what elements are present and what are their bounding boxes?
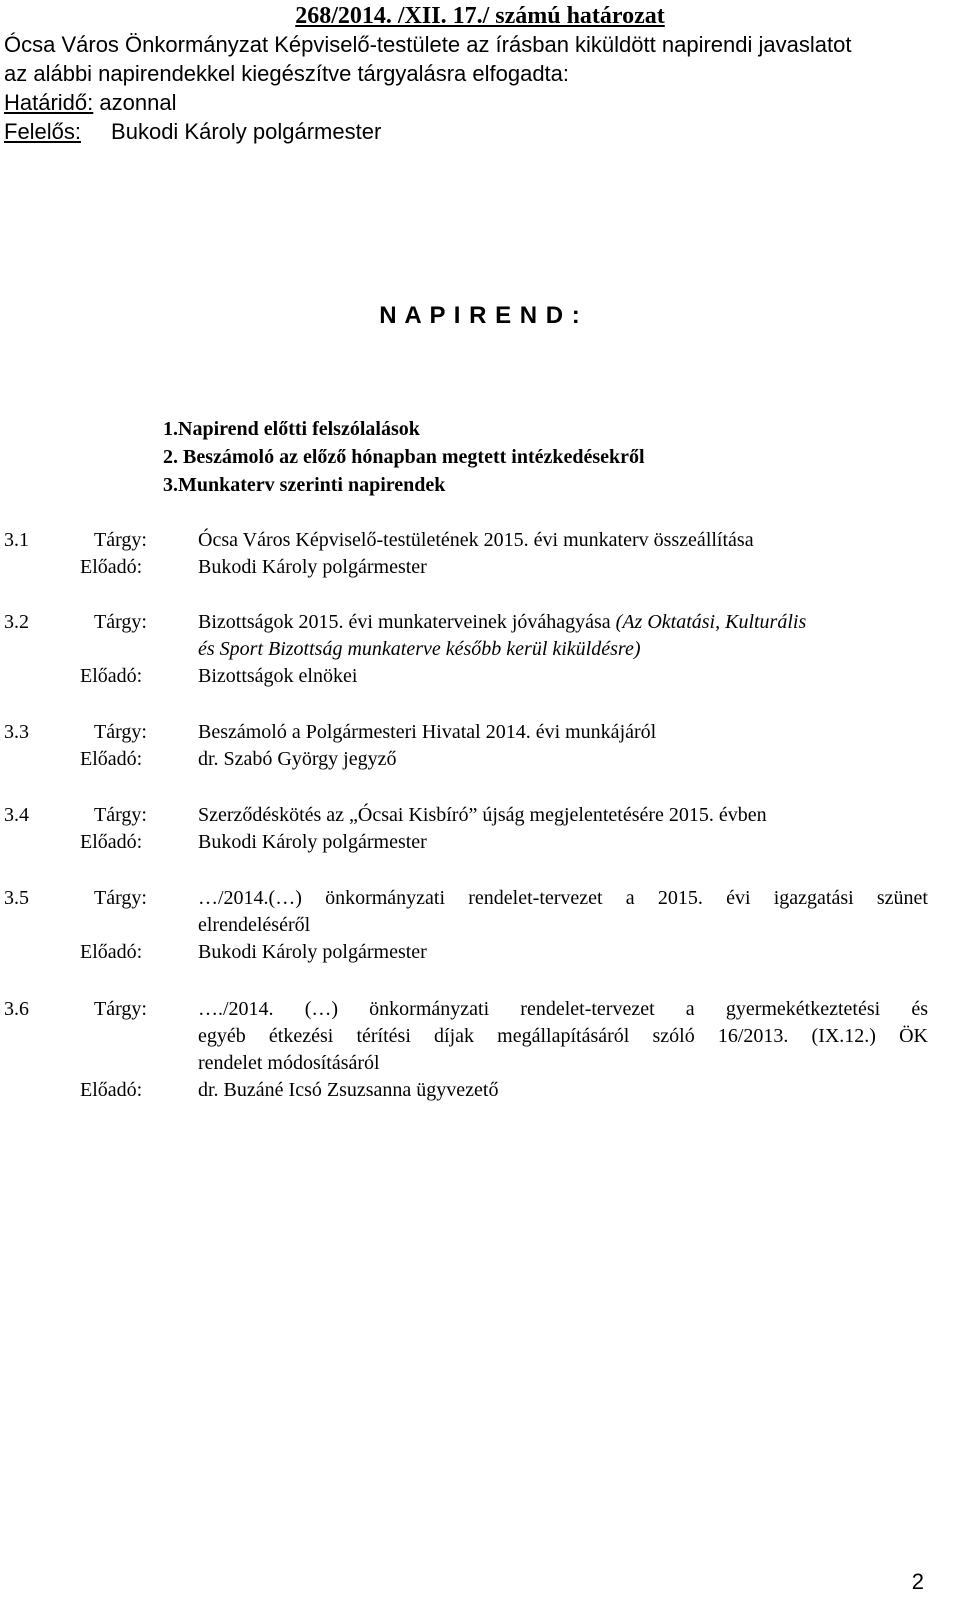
subject-label: Tárgy: — [94, 887, 147, 909]
resolution-text-line-2: az alábbi napirendekkel kiegészítve tárgyalásra elfogadta: — [4, 61, 570, 86]
agenda-heading: N A P I R E N D : — [379, 302, 581, 329]
resolution-title: 268/2014. /XII. 17./ számú határozat — [295, 3, 665, 29]
responsible-value: Bukodi Károly polgármester — [111, 119, 382, 144]
subject-label: Tárgy: — [94, 611, 147, 633]
subject-text-continued: elrendeléséről — [198, 914, 311, 936]
subject-label: Tárgy: — [94, 529, 147, 551]
subject-text: …./2014. (…) önkormányzati rendelet-tervezet a gyermekétkeztetési és — [198, 998, 928, 1020]
agenda-subitem-3-5 — [4, 885, 960, 966]
subitem-number: 3.5 — [4, 887, 29, 909]
responsible-label: Felelős: — [4, 119, 82, 144]
presenter-label: Előadó: — [80, 941, 143, 963]
presenter-name: dr. Szabó György jegyző — [198, 748, 397, 770]
agenda-subitem-3-1 — [4, 527, 960, 581]
subject-plain-text: Bizottságok 2015. évi munkaterveinek jóváhagyása — [198, 611, 616, 633]
agenda-main-item: 1.Napirend előtti felszólalások — [163, 418, 420, 440]
subitem-number: 3.2 — [4, 611, 29, 633]
presenter-name: Bukodi Károly polgármester — [198, 556, 427, 578]
subject-text: …/2014.(…) önkormányzati rendelet-tervezet a 2015. évi igazgatási szünet — [198, 887, 928, 909]
presenter-label: Előadó: — [80, 665, 143, 687]
resolution-text-line-1: Ócsa Város Önkormányzat Képviselő-testülete az írásban kiküldött napirendi javaslatot — [4, 32, 852, 57]
presenter-label: Előadó: — [80, 831, 143, 853]
subject-text-continued: egyéb étkezési térítési díjak megállapításáról szóló 16/2013. (IX.12.) ÖK — [198, 1025, 928, 1047]
page-number: 2 — [911, 1569, 924, 1594]
subject-italic-note-continued: és Sport Bizottság munkaterve később kerül kiküldésre) — [198, 638, 641, 660]
subject-italic-note: (Az Oktatási, Kulturális — [615, 611, 807, 633]
presenter-name: Bukodi Károly polgármester — [198, 831, 427, 853]
responsible-line — [4, 117, 381, 146]
subitem-number: 3.6 — [4, 998, 29, 1020]
subject-label: Tárgy: — [94, 721, 147, 743]
presenter-name: Bizottságok elnökei — [198, 665, 358, 687]
deadline-line — [4, 88, 176, 117]
subject-text: Beszámoló a Polgármesteri Hivatal 2014. évi munkájáról — [198, 721, 657, 743]
deadline-value: azonnal — [93, 90, 177, 115]
subject-text — [198, 609, 928, 636]
presenter-name: dr. Buzáné Icsó Zsuzsanna ügyvezető — [198, 1079, 499, 1101]
agenda-main-items — [163, 415, 645, 499]
presenter-name: Bukodi Károly polgármester — [198, 941, 427, 963]
agenda-subitem-3-6 — [4, 996, 960, 1104]
agenda-subitem-3-2 — [4, 609, 960, 690]
deadline-label: Határidő: — [4, 90, 94, 115]
subject-text: Ócsa Város Képviselő-testületének 2015. évi munkaterv összeállítása — [198, 529, 754, 551]
agenda-main-item: 2. Beszámoló az előző hónapban megtett intézkedésekről — [163, 446, 645, 468]
presenter-label: Előadó: — [80, 748, 143, 770]
subitem-number: 3.4 — [4, 804, 29, 826]
subject-text-continued: rendelet módosításáról — [198, 1052, 380, 1074]
presenter-label: Előadó: — [80, 556, 143, 578]
subitem-number: 3.1 — [4, 529, 29, 551]
subject-label: Tárgy: — [94, 804, 147, 826]
agenda-subitem-3-4 — [4, 802, 960, 856]
subject-label: Tárgy: — [94, 998, 147, 1020]
agenda-subitem-3-3 — [4, 719, 960, 773]
subitem-number: 3.3 — [4, 721, 29, 743]
subject-text: Szerződéskötés az „Ócsai Kisbíró” újság megjelentetésére 2015. évben — [198, 804, 767, 826]
agenda-main-item: 3.Munkaterv szerinti napirendek — [163, 474, 446, 496]
presenter-label: Előadó: — [80, 1079, 143, 1101]
